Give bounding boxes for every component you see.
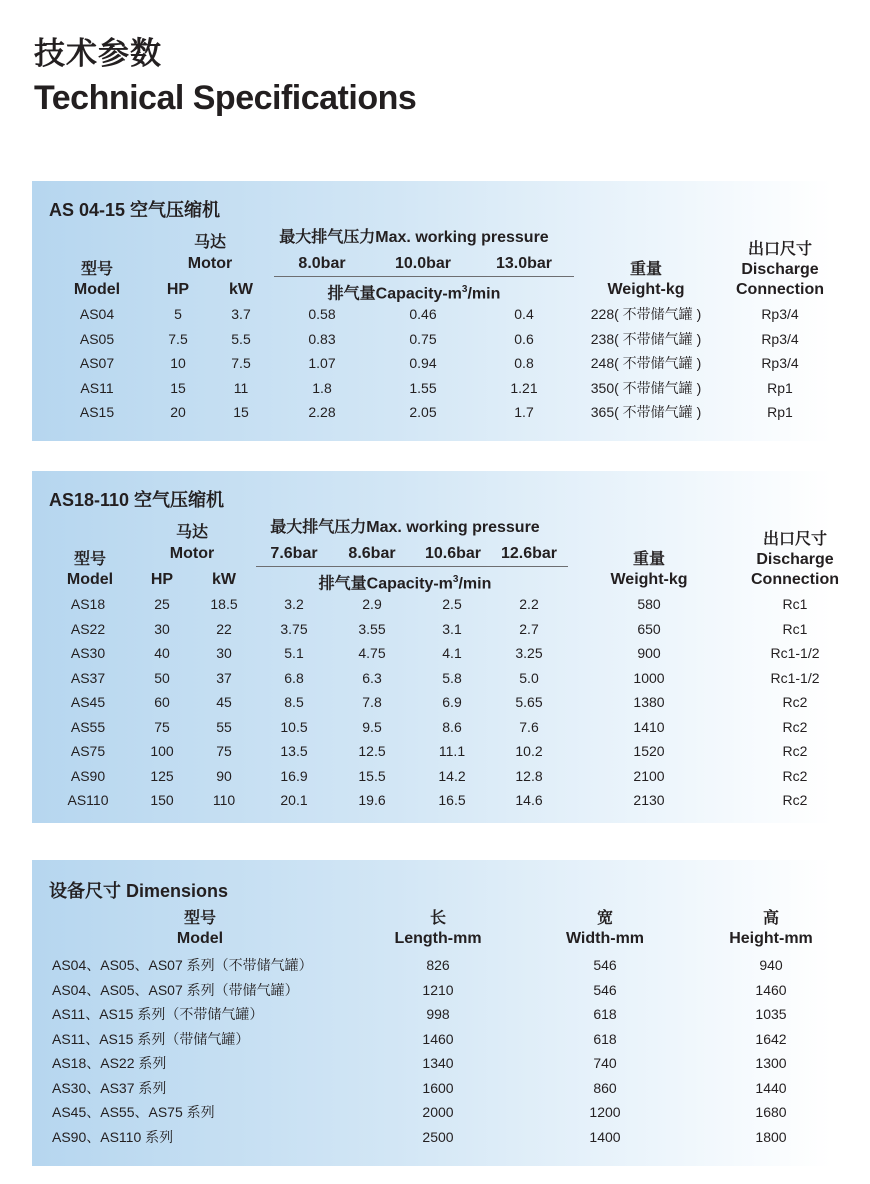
cell-capacity-8-6bar: 7.8 <box>362 694 382 710</box>
pressure-8-0bar: 8.0bar <box>298 255 346 272</box>
header-width-zh: 宽 <box>596 910 613 927</box>
spec-table-as18-110 <box>32 471 839 823</box>
cell-kw: 11 <box>233 379 249 396</box>
table-title: 设备尺寸 Dimensions <box>49 881 229 901</box>
cell-connection: Rp3/4 <box>761 330 799 347</box>
header-capacity: 排气量Capacity-$m^3/\min$ <box>318 574 492 593</box>
cell-capacity-12-6bar: 12.8 <box>515 767 543 784</box>
pressure-8-6bar: 8.6bar <box>348 545 396 562</box>
cell-capacity-8-0bar: 2.28 <box>308 404 336 420</box>
header-capacity: 排气量Capacity-$m^3/\min$ <box>327 284 501 303</box>
cell-capacity-12-6bar: 5.0 <box>519 669 539 686</box>
cell-hp: 30 <box>154 620 170 637</box>
cell-capacity-8-0bar: 0.83 <box>308 330 336 347</box>
cell-hp: 15 <box>170 379 186 396</box>
cell-hp: 10 <box>170 355 186 371</box>
cell-model: AS22 <box>70 620 106 637</box>
cell-capacity-8-6bar: 19.6 <box>358 792 386 808</box>
header-length-zh: 长 <box>429 910 446 927</box>
header-motor-en: Motor <box>187 255 233 272</box>
pressure-12-6bar: 12.6bar <box>500 545 558 562</box>
cell-kw: 110 <box>212 792 236 808</box>
cell-weight: 580 <box>637 596 661 612</box>
cell-length: 1210 <box>422 981 454 998</box>
cell-height: 1642 <box>755 1030 787 1047</box>
cell-width: 860 <box>593 1079 617 1096</box>
cell-model: AS45、AS55、AS75 系列 <box>52 1104 215 1120</box>
header-connection-zh: 出口尺寸 <box>747 241 812 258</box>
cell-model: AS07 <box>79 355 115 371</box>
cell-capacity-10-6bar: 4.1 <box>442 645 462 661</box>
cell-width: 618 <box>593 1030 617 1047</box>
cell-capacity-7-6bar: 16.9 <box>280 767 308 784</box>
cell-capacity-7-6bar: 3.75 <box>280 620 308 637</box>
header-model-zh: 型号 <box>73 551 106 568</box>
header-height-en: Height-mm <box>729 930 813 947</box>
cell-height: 1035 <box>755 1006 787 1022</box>
cell-model: AS04、AS05、AS07 系列（不带储气罐） <box>52 957 313 973</box>
cell-model: AS04 <box>79 306 115 322</box>
header-kw: kW <box>212 571 236 588</box>
header-max-pressure: 最大排气压力Max. working pressure <box>270 519 540 536</box>
cell-capacity-8-6bar: 9.5 <box>362 718 382 735</box>
cell-model: AS04、AS05、AS07 系列（带储气罐） <box>52 981 299 998</box>
cell-width: 546 <box>593 981 617 998</box>
pressure-10-0bar: 10.0bar <box>394 255 452 272</box>
cell-capacity-13-0bar: 0.8 <box>514 355 534 371</box>
header-kw: kW <box>229 281 253 298</box>
cell-model: AS15 <box>79 404 115 420</box>
cell-capacity-13-0bar: 0.4 <box>514 306 534 322</box>
cell-model: AS75 <box>70 743 106 759</box>
header-motor-zh: 马达 <box>175 524 208 541</box>
table-title: AS18-110 空气压缩机 <box>49 490 225 510</box>
cell-hp: 20 <box>170 404 186 420</box>
cell-connection: Rc2 <box>782 792 808 808</box>
cell-width: 1200 <box>589 1104 621 1120</box>
cell-connection: Rp3/4 <box>761 355 799 371</box>
cell-capacity-12-6bar: 5.65 <box>515 694 543 710</box>
pressure-13-0bar: 13.0bar <box>495 255 553 272</box>
cell-width: 1400 <box>589 1128 621 1145</box>
cell-model: AS18、AS22 系列 <box>52 1055 167 1071</box>
page-title-en: Technical Specifications <box>34 79 417 117</box>
cell-model: AS110 <box>67 792 109 808</box>
cell-capacity-10-6bar: 8.6 <box>442 718 462 735</box>
cell-model: AS18 <box>70 596 106 612</box>
cell-weight: 2100 <box>633 767 665 784</box>
cell-length: 826 <box>426 957 450 973</box>
cell-hp: 7.5 <box>168 330 188 347</box>
header-hp: HP <box>166 281 190 298</box>
cell-hp: 40 <box>154 645 170 661</box>
cell-model: AS37 <box>70 669 106 686</box>
cell-kw: 75 <box>216 743 232 759</box>
header-divider <box>274 276 574 277</box>
cell-weight: 350( 不带储气罐 ) <box>590 379 702 396</box>
pressure-10-6bar: 10.6bar <box>424 545 482 562</box>
cell-capacity-7-6bar: 8.5 <box>284 694 304 710</box>
cell-hp: 100 <box>150 743 174 759</box>
cell-weight: 248( 不带储气罐 ) <box>590 355 702 371</box>
cell-model: AS30 <box>70 645 106 661</box>
cell-model: AS11 <box>80 379 114 396</box>
cell-model: AS55 <box>70 718 106 735</box>
header-model-en: Model <box>176 930 224 947</box>
cell-hp: 150 <box>150 792 174 808</box>
cell-connection: Rc2 <box>782 694 808 710</box>
header-motor-en: Motor <box>169 545 215 562</box>
header-motor-zh: 马达 <box>193 234 226 251</box>
header-length-en: Length-mm <box>394 930 482 947</box>
page-title-zh: 技术参数 <box>34 36 162 71</box>
cell-hp: 125 <box>150 767 174 784</box>
cell-capacity-8-0bar: 1.8 <box>312 379 332 396</box>
cell-model: AS11、AS15 系列（不带储气罐） <box>52 1006 264 1022</box>
header-hp: HP <box>150 571 174 588</box>
header-width-en: Width-mm <box>565 930 645 947</box>
cell-capacity-8-6bar: 15.5 <box>358 767 386 784</box>
cell-width: 740 <box>593 1055 617 1071</box>
cell-capacity-8-6bar: 4.75 <box>358 645 386 661</box>
cell-weight: 900 <box>637 645 661 661</box>
cell-capacity-10-6bar: 6.9 <box>442 694 462 710</box>
cell-height: 1300 <box>755 1055 787 1071</box>
cell-kw: 55 <box>216 718 232 735</box>
cell-width: 618 <box>593 1006 617 1022</box>
header-weight-zh: 重量 <box>632 551 665 568</box>
header-model-en: Model <box>73 281 121 298</box>
cell-kw: 30 <box>216 645 232 661</box>
header-model-en: Model <box>66 571 114 588</box>
dimensions-table <box>32 860 832 1166</box>
cell-weight: 1380 <box>633 694 665 710</box>
cell-capacity-8-6bar: 6.3 <box>362 669 382 686</box>
cell-capacity-13-0bar: 1.21 <box>510 379 538 396</box>
header-connection-en-2: Connection <box>736 281 824 298</box>
cell-weight: 228( 不带储气罐 ) <box>590 306 702 322</box>
cell-capacity-10-6bar: 16.5 <box>438 792 466 808</box>
cell-connection: Rc1 <box>782 620 808 637</box>
cell-capacity-10-0bar: 0.94 <box>409 355 437 371</box>
header-divider <box>256 566 568 567</box>
cell-capacity-10-6bar: 11.1 <box>438 743 466 759</box>
cell-capacity-7-6bar: 6.8 <box>284 669 304 686</box>
header-connection-en-1: Discharge <box>756 551 834 568</box>
cell-hp: 50 <box>154 669 170 686</box>
cell-connection: Rp3/4 <box>761 306 799 322</box>
cell-capacity-8-6bar: 12.5 <box>358 743 386 759</box>
cell-capacity-8-0bar: 1.07 <box>308 355 336 371</box>
cell-length: 2000 <box>422 1104 454 1120</box>
cell-model: AS90 <box>70 767 106 784</box>
cell-capacity-7-6bar: 3.2 <box>284 596 304 612</box>
cell-capacity-10-0bar: 2.05 <box>409 404 437 420</box>
cell-connection: Rc2 <box>782 718 808 735</box>
cell-model: AS11、AS15 系列（带储气罐） <box>52 1030 250 1047</box>
cell-capacity-10-6bar: 2.5 <box>442 596 462 612</box>
cell-capacity-10-0bar: 1.55 <box>409 379 437 396</box>
cell-weight: 1000 <box>633 669 665 686</box>
cell-length: 2500 <box>422 1128 454 1145</box>
cell-height: 940 <box>759 957 783 973</box>
cell-capacity-13-0bar: 1.7 <box>514 404 534 420</box>
cell-capacity-10-6bar: 3.1 <box>442 620 462 637</box>
cell-length: 1340 <box>422 1055 454 1071</box>
cell-weight: 1410 <box>633 718 665 735</box>
cell-connection: Rc2 <box>782 743 808 759</box>
cell-model: AS45 <box>70 694 106 710</box>
cell-weight: 2130 <box>633 792 665 808</box>
cell-weight: 365( 不带储气罐 ) <box>590 404 702 420</box>
cell-kw: 3.7 <box>231 306 251 322</box>
cell-hp: 75 <box>154 718 170 735</box>
cell-kw: 37 <box>216 669 232 686</box>
cell-length: 998 <box>426 1006 450 1022</box>
header-weight-en: Weight-kg <box>607 281 685 298</box>
cell-kw: 18.5 <box>210 596 238 612</box>
cell-hp: 25 <box>154 596 170 612</box>
cell-kw: 22 <box>216 620 232 637</box>
header-height-zh: 高 <box>762 910 779 927</box>
cell-capacity-10-6bar: 5.8 <box>442 669 462 686</box>
cell-capacity-7-6bar: 20.1 <box>280 792 308 808</box>
cell-kw: 15 <box>233 404 249 420</box>
cell-weight: 238( 不带储气罐 ) <box>590 330 702 347</box>
header-connection-en-2: Connection <box>751 571 839 588</box>
cell-model: AS05 <box>79 330 115 347</box>
cell-height: 1440 <box>755 1079 787 1096</box>
cell-capacity-7-6bar: 5.1 <box>284 645 304 661</box>
cell-capacity-10-0bar: 0.75 <box>409 330 437 347</box>
cell-capacity-13-0bar: 0.6 <box>514 330 534 347</box>
cell-kw: 7.5 <box>231 355 251 371</box>
cell-capacity-12-6bar: 2.7 <box>519 620 539 637</box>
cell-connection: Rc1 <box>782 596 808 612</box>
cell-capacity-8-6bar: 2.9 <box>362 596 382 612</box>
cell-connection: Rc1-1/2 <box>770 645 820 661</box>
cell-kw: 45 <box>216 694 232 710</box>
cell-capacity-8-0bar: 0.58 <box>308 306 336 322</box>
cell-capacity-8-6bar: 3.55 <box>358 620 386 637</box>
cell-capacity-10-0bar: 0.46 <box>409 306 437 322</box>
cell-height: 1460 <box>755 981 787 998</box>
header-weight-en: Weight-kg <box>610 571 688 588</box>
cell-connection: Rp1 <box>767 404 793 420</box>
cell-capacity-12-6bar: 14.6 <box>515 792 543 808</box>
cell-model: AS90、AS110 系列 <box>52 1128 174 1145</box>
spec-table-as04-15 <box>32 181 832 441</box>
cell-hp: 5 <box>174 306 182 322</box>
cell-width: 546 <box>593 957 617 973</box>
cell-capacity-7-6bar: 13.5 <box>280 743 308 759</box>
table-title: AS 04-15 空气压缩机 <box>49 200 221 220</box>
cell-weight: 650 <box>637 620 661 637</box>
header-max-pressure: 最大排气压力Max. working pressure <box>279 229 549 246</box>
cell-weight: 1520 <box>633 743 665 759</box>
cell-hp: 60 <box>154 694 170 710</box>
cell-connection: Rp1 <box>767 379 793 396</box>
cell-kw: 5.5 <box>231 330 251 347</box>
cell-kw: 90 <box>216 767 232 784</box>
cell-capacity-12-6bar: 7.6 <box>519 718 539 735</box>
cell-capacity-10-6bar: 14.2 <box>438 767 466 784</box>
header-connection-zh: 出口尺寸 <box>762 531 827 548</box>
cell-length: 1600 <box>422 1079 454 1096</box>
cell-capacity-12-6bar: 3.25 <box>515 645 543 661</box>
cell-capacity-12-6bar: 10.2 <box>515 743 543 759</box>
header-model-zh: 型号 <box>183 910 216 927</box>
header-weight-zh: 重量 <box>629 261 662 278</box>
cell-capacity-7-6bar: 10.5 <box>280 718 308 735</box>
header-model-zh: 型号 <box>80 261 113 278</box>
pressure-7-6bar: 7.6bar <box>270 545 318 562</box>
cell-length: 1460 <box>422 1030 454 1047</box>
header-connection-en-1: Discharge <box>741 261 819 278</box>
cell-connection: Rc2 <box>782 767 808 784</box>
cell-height: 1800 <box>755 1128 787 1145</box>
cell-height: 1680 <box>755 1104 787 1120</box>
cell-capacity-12-6bar: 2.2 <box>519 596 539 612</box>
cell-model: AS30、AS37 系列 <box>52 1079 167 1096</box>
cell-connection: Rc1-1/2 <box>770 669 820 686</box>
